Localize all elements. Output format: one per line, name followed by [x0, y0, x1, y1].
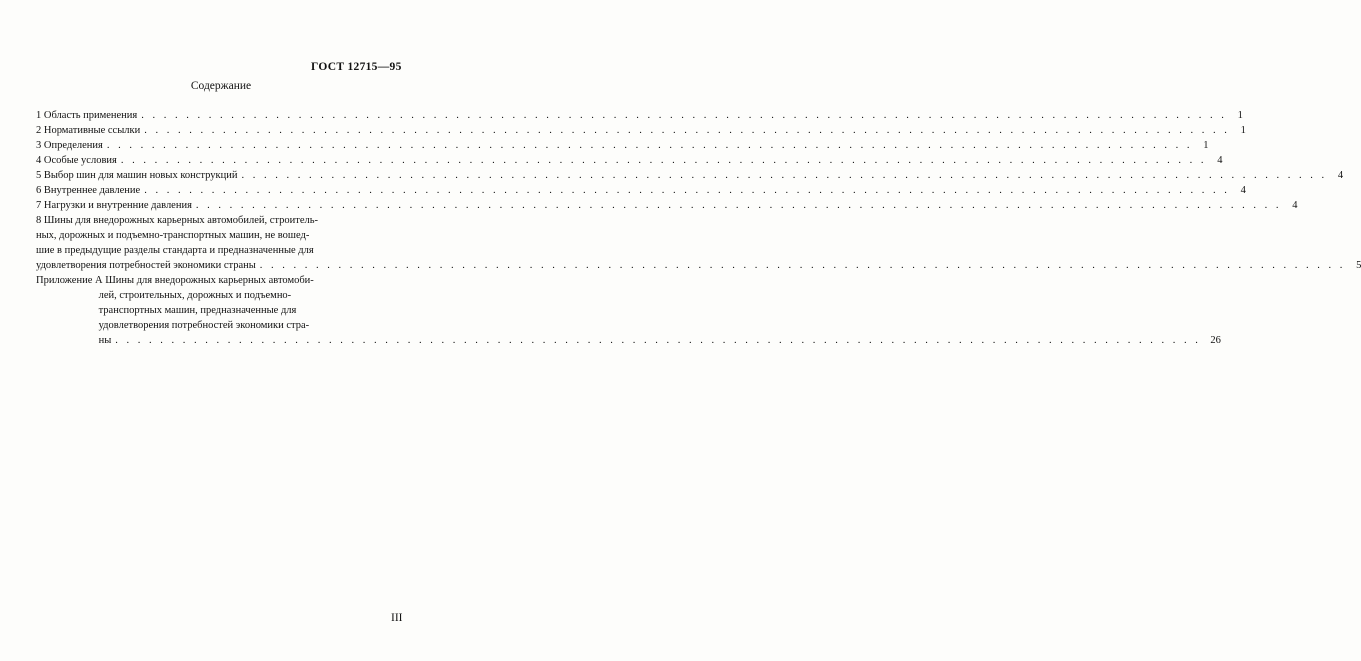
- toc-entry-text-line: ных, дорожных и подъемно-транспортных машин, не вошед-: [36, 230, 310, 241]
- table-of-contents: [36, 108, 1361, 348]
- toc-entry-page: 4: [1337, 170, 1344, 181]
- dot-leader: [241, 168, 1327, 183]
- dot-leader: [196, 198, 1282, 213]
- page-number: III: [391, 612, 403, 624]
- page-title: Содержание: [190, 80, 252, 92]
- toc-entry[interactable]: [36, 153, 1223, 168]
- toc-entry-page: 5: [1356, 260, 1361, 271]
- toc-entry-page: 4: [1240, 185, 1246, 196]
- dot-leader: [115, 333, 1201, 348]
- toc-entry-label: 3 Определения: [36, 140, 103, 151]
- toc-entry-text-line: ны: [98, 335, 112, 346]
- toc-entry[interactable]: [36, 108, 1243, 123]
- toc-entry-page: 4: [1217, 155, 1223, 166]
- toc-entry-text-line: лей, строительных, дорожных и подъемно-: [98, 290, 292, 301]
- toc-entry-label: 7 Нагрузки и внутренние давления: [36, 200, 192, 211]
- appendix-heading: Приложение А: [36, 275, 103, 286]
- toc-entry[interactable]: [36, 183, 1246, 198]
- toc-entry-text-line: Шины для внедорожных карьерных автомоби-: [102, 275, 314, 286]
- toc-entry-label: 1 Область применения: [36, 110, 138, 121]
- toc-entry-section-8[interactable]: [36, 213, 1361, 273]
- toc-entry-page: 1: [1203, 140, 1209, 151]
- toc-entry-text-line: транспортных машин, предназначенные для: [98, 305, 297, 316]
- toc-entry-label: 5 Выбор шин для машин новых конструкций: [36, 170, 238, 181]
- toc-entry-label: 6 Внутреннее давление: [36, 185, 141, 196]
- dot-leader: [144, 183, 1230, 198]
- toc-entry-text-line: 8 Шины для внедорожных карьерных автомобилей, строитель-: [36, 215, 319, 226]
- toc-entry-label: 4 Особые условия: [36, 155, 117, 166]
- toc-entry-page: 4: [1292, 200, 1298, 211]
- toc-entry-text-line: удовлетворения потребностей экономики страны: [36, 260, 256, 271]
- toc-entry[interactable]: [36, 168, 1344, 183]
- toc-entry-page: 26: [1210, 335, 1221, 346]
- dot-leader: [144, 123, 1230, 138]
- dot-leader: [141, 108, 1227, 123]
- toc-entry-page: 1: [1237, 110, 1243, 121]
- toc-entry-label: 2 Нормативные ссылки: [36, 125, 141, 136]
- toc-entry[interactable]: [36, 123, 1246, 138]
- toc-entry[interactable]: [36, 138, 1209, 153]
- dot-leader: [121, 153, 1207, 168]
- toc-entry-page: 1: [1240, 125, 1246, 136]
- dot-leader: [260, 258, 1346, 273]
- toc-entry[interactable]: [36, 198, 1298, 213]
- standard-designation: ГОСТ 12715—95: [311, 61, 402, 73]
- toc-entry-text-line: удовлетворения потребностей экономики стра-: [98, 320, 310, 331]
- dot-leader: [107, 138, 1193, 153]
- toc-entry-appendix-a[interactable]: [36, 273, 1221, 348]
- toc-entry-text-line: шие в предыдущие разделы стандарта и предназначенные для: [36, 245, 314, 256]
